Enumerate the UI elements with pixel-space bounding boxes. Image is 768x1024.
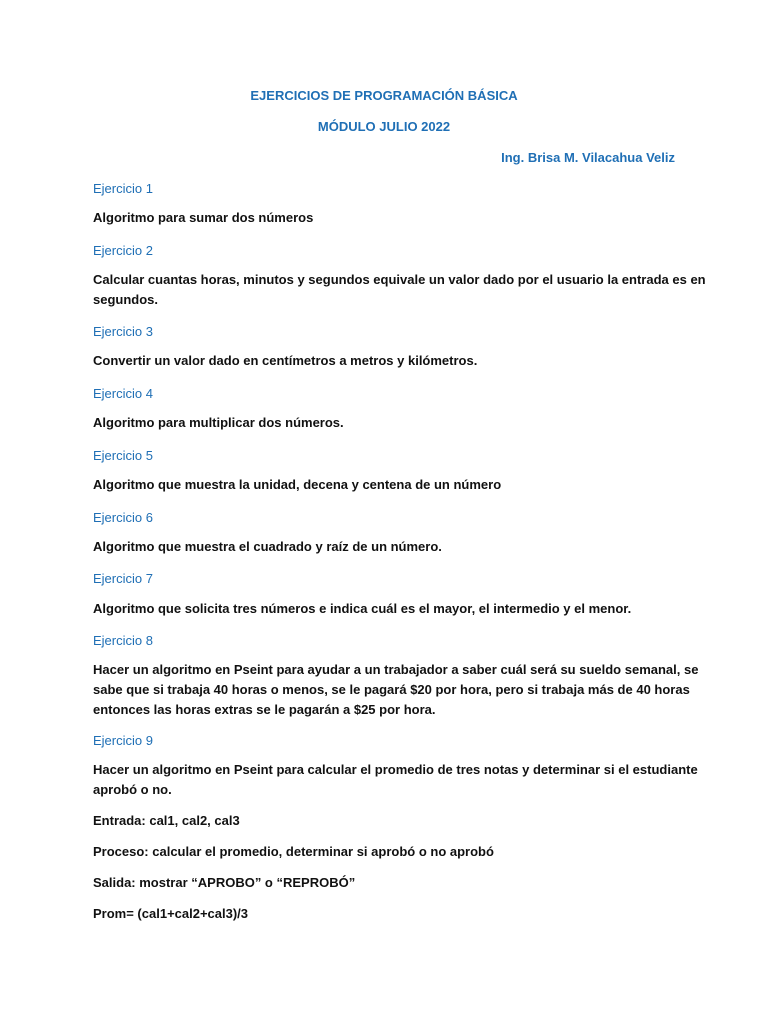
average-formula: Prom= (cal1+cal2+cal3)/3 xyxy=(93,906,249,921)
exercise-8-line-1: Hacer un algoritmo en Pseint para ayudar a un trabajador a saber cuál será su sueldo semanal, se xyxy=(93,662,699,677)
exercise-3-line-1: Convertir un valor dado en centímetros a metros y kilómetros. xyxy=(93,353,478,368)
exercise-5-text xyxy=(93,475,683,495)
exercise-6-text xyxy=(93,537,683,557)
exercise-3-heading: Ejercicio 3 xyxy=(93,324,153,339)
exercise-5-heading: Ejercicio 5 xyxy=(93,448,153,463)
process-spec: Proceso: calcular el promedio, determinar si aprobó o no aprobó xyxy=(93,844,494,859)
exercise-7-heading: Ejercicio 7 xyxy=(93,571,153,586)
exercise-8-text xyxy=(93,660,699,720)
exercise-5-line-1: Algoritmo que muestra la unidad, decena y centena de un número xyxy=(93,477,502,492)
exercise-8-heading: Ejercicio 8 xyxy=(93,633,153,648)
document-subtitle: MÓDULO JULIO 2022 xyxy=(317,119,451,134)
exercise-2-line-2: segundos. xyxy=(93,292,159,307)
exercise-1-line-1: Algoritmo para sumar dos números xyxy=(93,210,314,225)
exercise-9-heading: Ejercicio 9 xyxy=(93,733,153,748)
exercise-7-text xyxy=(93,599,683,619)
exercise-7-line-1: Algoritmo que solicita tres números e indica cuál es el mayor, el intermedio y el menor. xyxy=(93,601,632,616)
exercise-4-heading: Ejercicio 4 xyxy=(93,386,153,401)
exercise-3-text xyxy=(93,351,683,371)
document-author: Ing. Brisa M. Vilacahua Veliz xyxy=(501,150,675,165)
exercise-4-text xyxy=(93,413,683,433)
input-spec: Entrada: cal1, cal2, cal3 xyxy=(93,813,240,828)
exercise-8-line-3: entonces las horas extras se le pagarán a $25 por hora. xyxy=(93,702,436,717)
exercise-1-heading: Ejercicio 1 xyxy=(93,181,153,196)
exercise-9-text xyxy=(93,760,698,800)
exercise-1-text xyxy=(93,208,683,228)
output-spec: Salida: mostrar “APROBO” o “REPROBÓ” xyxy=(93,875,356,890)
exercise-2-text xyxy=(93,270,706,310)
exercise-2-heading: Ejercicio 2 xyxy=(93,243,153,258)
exercise-4-line-1: Algoritmo para multiplicar dos números. xyxy=(93,415,344,430)
exercise-6-heading: Ejercicio 6 xyxy=(93,510,153,525)
exercise-9-line-2: aprobó o no. xyxy=(93,782,172,797)
exercise-6-line-1: Algoritmo que muestra el cuadrado y raíz de un número. xyxy=(93,539,442,554)
document-title: EJERCICIOS DE PROGRAMACIÓN BÁSICA xyxy=(250,88,518,103)
exercise-9-line-1: Hacer un algoritmo en Pseint para calcular el promedio de tres notas y determinar si el estudiante xyxy=(93,762,698,777)
exercise-2-line-1: Calcular cuantas horas, minutos y segundos equivale un valor dado por el usuario la entrada es en xyxy=(93,272,706,287)
exercise-8-line-2: sabe que si trabaja 40 horas o menos, se le pagará $20 por hora, pero si trabaja más de 40 horas xyxy=(93,682,690,697)
